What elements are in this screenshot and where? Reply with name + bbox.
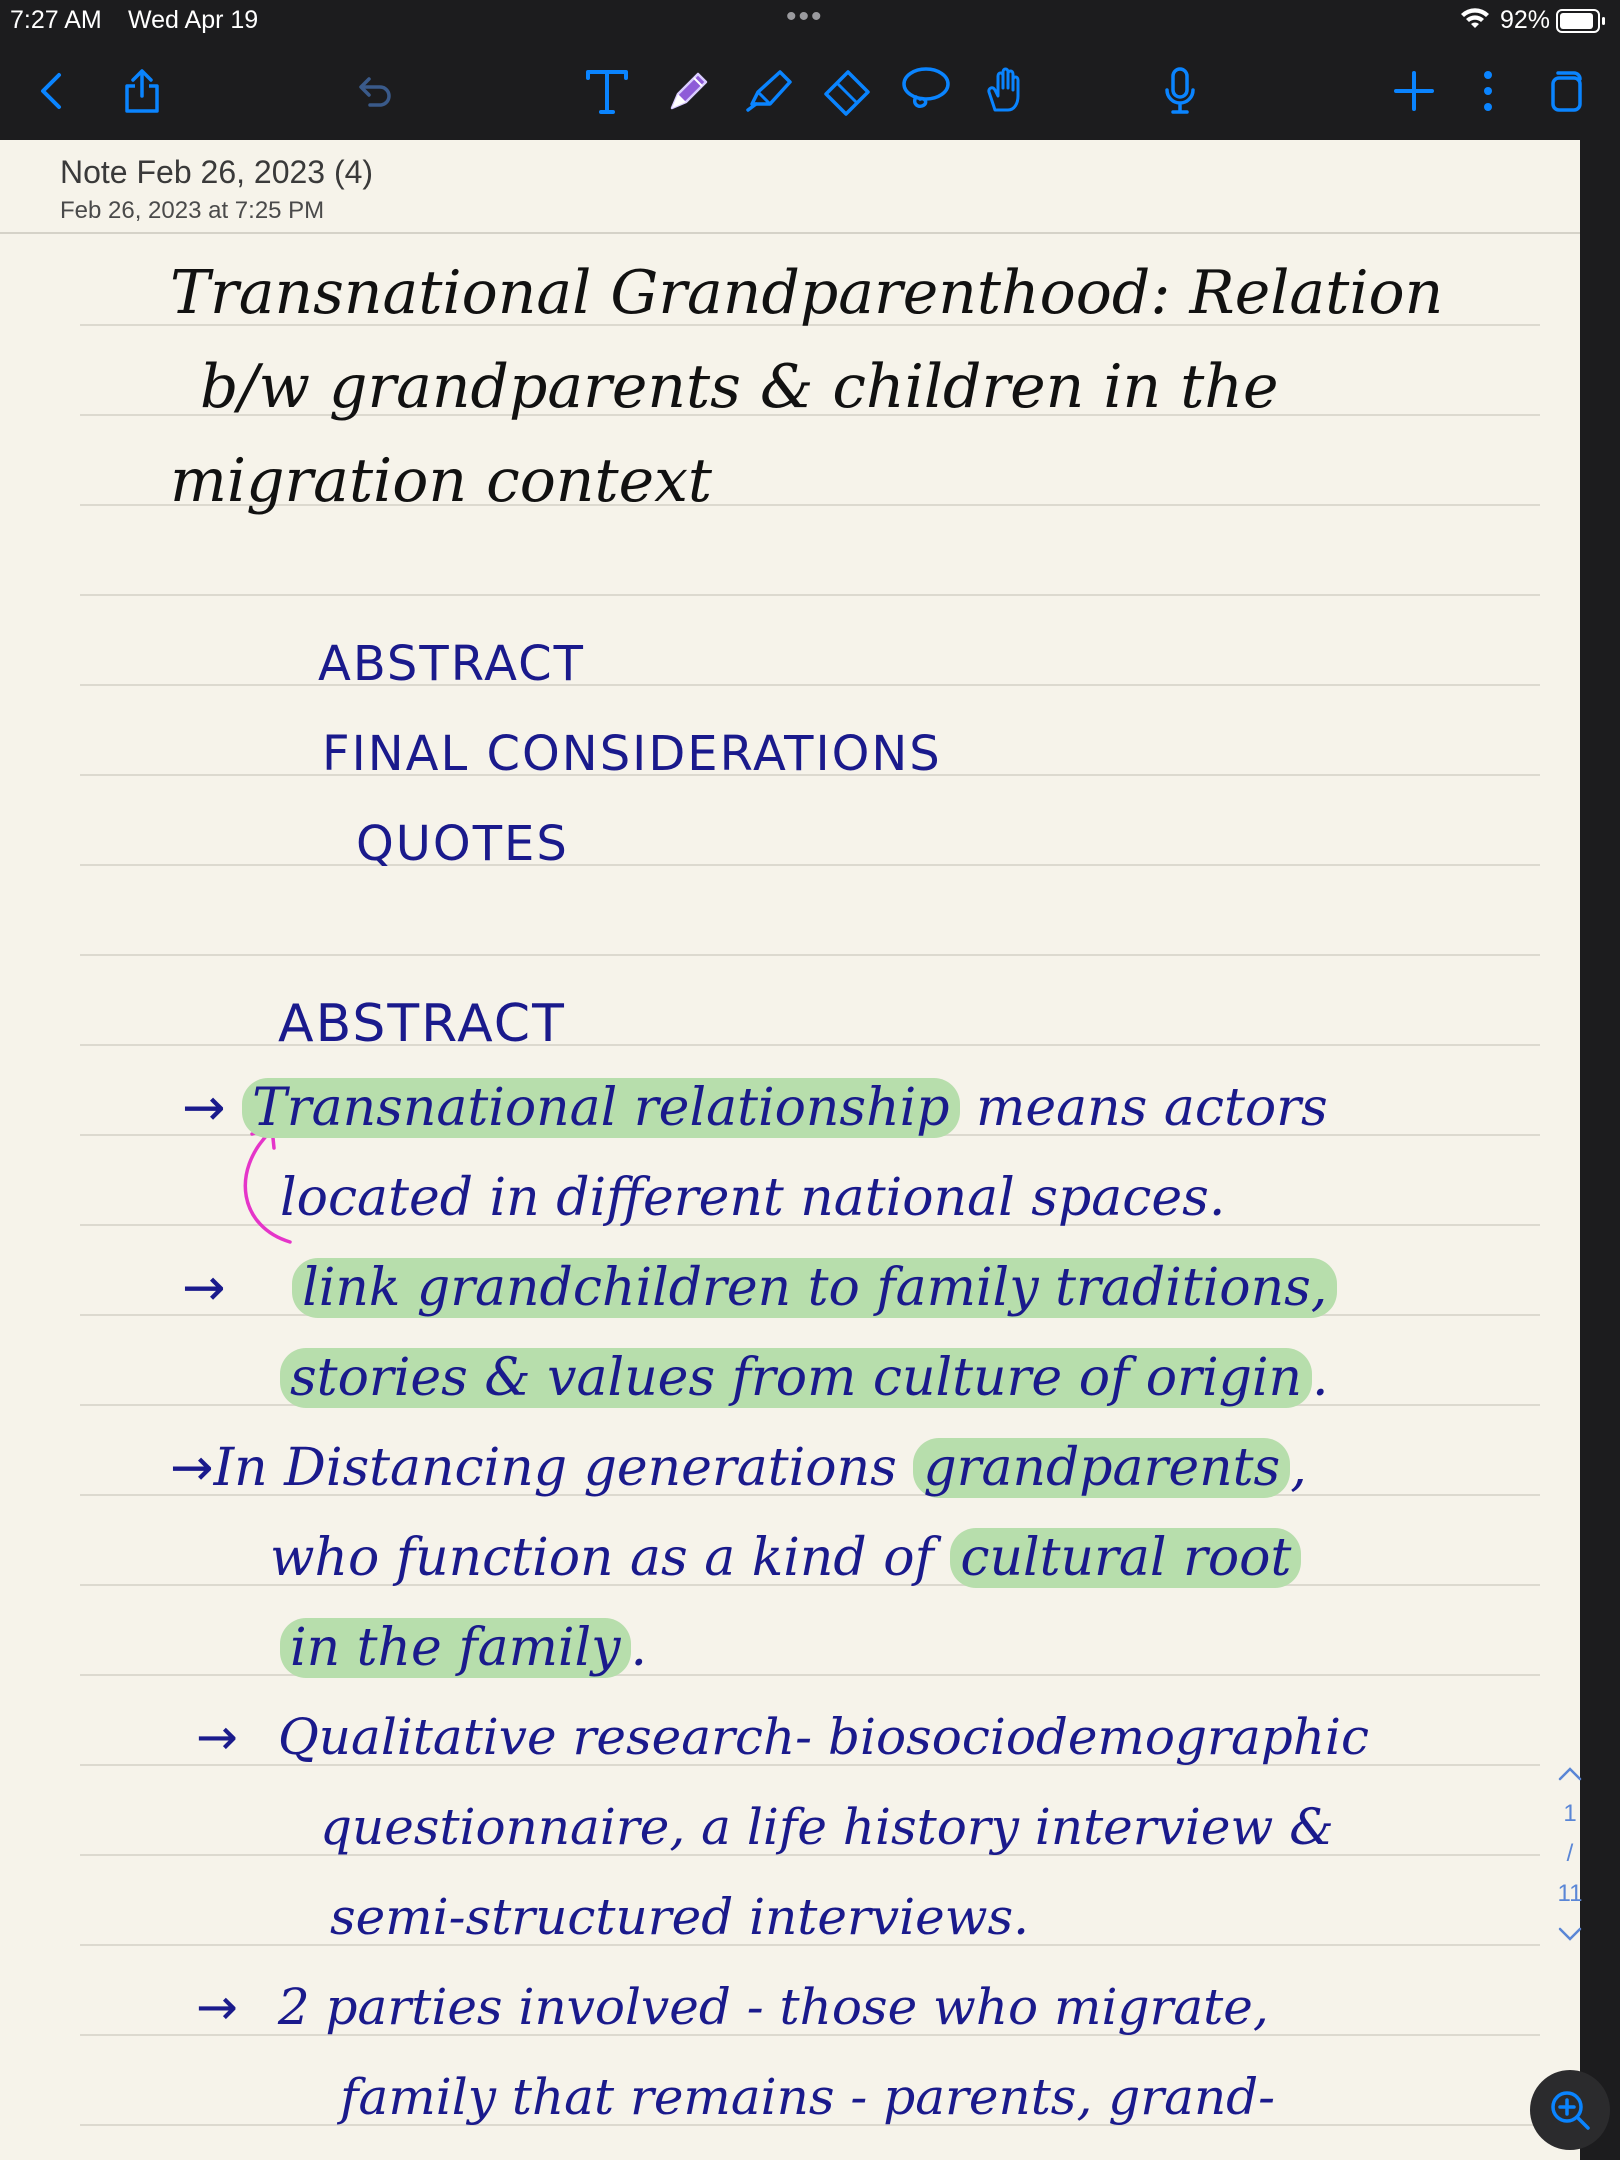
hand-icon[interactable]	[978, 66, 1034, 116]
more-icon[interactable]	[1478, 66, 1498, 116]
body-line	[170, 1438, 1307, 1498]
body-line	[182, 1258, 1337, 1318]
eraser-icon[interactable]	[820, 66, 876, 116]
handwritten-heading: b/w grandparents & children in the	[200, 352, 1279, 422]
body-text: Qualitative research- biosociodemographic	[277, 1708, 1369, 1766]
body-line	[182, 1078, 1328, 1138]
highlighted-text: stories & values from culture of origin	[280, 1348, 1312, 1408]
bullet-arrow: →	[196, 1978, 238, 2036]
multitasking-dots[interactable]: •••	[786, 0, 824, 33]
status-time: 7:27 AM	[10, 6, 102, 34]
add-icon[interactable]	[1392, 66, 1436, 116]
ruled-line	[80, 594, 1540, 596]
page-down-icon[interactable]	[1550, 1920, 1590, 1960]
handwritten-heading: migration context	[170, 446, 713, 516]
battery-icon	[1556, 9, 1600, 33]
body-line	[196, 1708, 1369, 1766]
total-pages: 11	[1557, 1880, 1583, 1907]
zoom-button[interactable]	[1530, 2070, 1610, 2150]
highlighted-text: Transnational relationship	[242, 1078, 959, 1138]
body-line	[280, 1168, 1225, 1228]
body-text: means actors	[959, 1078, 1328, 1138]
wifi-icon	[1460, 8, 1490, 35]
bullet-arrow: →	[170, 1438, 214, 1498]
body-line	[280, 1618, 647, 1678]
body-line	[330, 1888, 1029, 1946]
section-title: ABSTRACT	[278, 994, 566, 1054]
body-text: who function as a kind of	[270, 1528, 951, 1588]
handwritten-heading: Transnational Grandparenthood: Relation	[170, 258, 1444, 328]
header-divider	[0, 232, 1580, 234]
body-text: semi-structured interviews.	[330, 1888, 1030, 1946]
ruled-line	[80, 864, 1540, 866]
body-text: ,	[1290, 1438, 1307, 1498]
pages-icon[interactable]	[1546, 66, 1586, 116]
bullet-arrow: →	[182, 1258, 226, 1318]
undo-icon[interactable]	[352, 66, 396, 116]
page-up-icon[interactable]	[1550, 1760, 1590, 1800]
note-page[interactable]	[0, 140, 1580, 2160]
text-tool-icon[interactable]	[584, 66, 630, 116]
note-title[interactable]: Note Feb 26, 2023 (4)	[60, 154, 374, 190]
body-text: family that remains - parents, grand-	[340, 2068, 1276, 2126]
body-text: 2 parties involved - those who migrate,	[277, 1978, 1269, 2036]
ruled-line	[80, 954, 1540, 956]
note-header	[60, 154, 373, 225]
bullet-arrow: →	[182, 1078, 226, 1138]
status-bar	[0, 0, 1620, 40]
index-item: ABSTRACT	[318, 636, 585, 692]
page-navigator	[1550, 1760, 1590, 1960]
page-separator: /	[1566, 1840, 1574, 1867]
highlighted-text: cultural root	[950, 1528, 1301, 1588]
highlighted-text: link grandchildren to family traditions,	[292, 1258, 1337, 1318]
zoom-in-icon	[1548, 2088, 1592, 2132]
share-icon[interactable]	[120, 66, 164, 116]
body-text: questionnaire, a life history interview &	[320, 1798, 1334, 1856]
battery-percent: 92%	[1500, 6, 1551, 34]
body-text: .	[630, 1618, 648, 1678]
index-item: QUOTES	[356, 816, 569, 872]
body-line	[320, 1798, 1334, 1856]
body-line	[340, 2068, 1275, 2126]
microphone-icon[interactable]	[1160, 66, 1200, 116]
ruled-line	[80, 684, 1540, 686]
body-line	[280, 1348, 1329, 1408]
back-icon[interactable]	[36, 66, 66, 116]
lasso-icon[interactable]	[898, 66, 954, 116]
body-text: .	[1312, 1348, 1329, 1408]
status-date: Wed Apr 19	[128, 6, 259, 34]
body-text: In Distancing generations	[213, 1438, 914, 1498]
note-toolbar	[0, 40, 1620, 140]
body-line	[196, 1978, 1269, 2036]
highlighter-icon[interactable]	[742, 66, 798, 116]
index-item: FINAL CONSIDERATIONS	[322, 726, 942, 782]
body-line	[270, 1528, 1301, 1588]
note-date: Feb 26, 2023 at 7:25 PM	[60, 197, 325, 224]
bullet-arrow: →	[196, 1708, 238, 1766]
pen-icon[interactable]	[664, 66, 714, 116]
body-text: located in different national spaces.	[280, 1168, 1226, 1228]
current-page: 1	[1563, 1800, 1577, 1827]
highlighted-text: in the family	[280, 1618, 631, 1678]
highlighted-text: grandparents	[913, 1438, 1290, 1498]
